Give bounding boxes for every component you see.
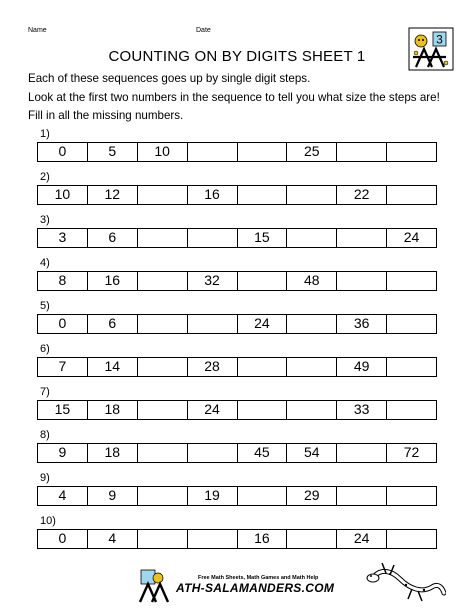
instruction-line: Fill in all the missing numbers. xyxy=(28,109,184,122)
given-number-box: 45 xyxy=(238,444,288,462)
given-number-box: 7 xyxy=(38,358,88,376)
question-number: 2) xyxy=(40,171,50,183)
sequence-row xyxy=(37,443,437,463)
blank-answer-box[interactable] xyxy=(337,143,387,161)
blank-answer-box[interactable] xyxy=(138,487,188,505)
blank-answer-box[interactable] xyxy=(188,143,238,161)
blank-answer-box[interactable] xyxy=(238,143,288,161)
blank-answer-box[interactable] xyxy=(337,229,387,247)
instruction-line: Look at the first two numbers in the sequence to tell you what size the steps are! xyxy=(28,91,440,104)
given-number-box: 8 xyxy=(38,272,88,290)
sequence-row xyxy=(37,228,437,248)
question-number: 8) xyxy=(40,429,50,441)
sequence-row xyxy=(37,529,437,549)
blank-answer-box[interactable] xyxy=(337,444,387,462)
blank-answer-box[interactable] xyxy=(387,143,436,161)
blank-answer-box[interactable] xyxy=(287,315,337,333)
blank-answer-box[interactable] xyxy=(138,272,188,290)
given-number-box: 25 xyxy=(287,143,337,161)
blank-answer-box[interactable] xyxy=(238,272,288,290)
given-number-box: 6 xyxy=(88,229,138,247)
given-number-box: 24 xyxy=(403,229,420,245)
given-number-box: 6 xyxy=(88,315,138,333)
given-number-box: 32 xyxy=(188,272,238,290)
blank-answer-box[interactable] xyxy=(238,186,288,204)
given-number-box: 24 xyxy=(337,530,387,548)
page-title: COUNTING ON BY DIGITS SHEET 1 xyxy=(108,48,366,65)
blank-answer-box[interactable] xyxy=(238,358,288,376)
given-number-box: 0 xyxy=(38,315,88,333)
blank-answer-box[interactable] xyxy=(188,315,238,333)
given-number-box: 48 xyxy=(287,272,337,290)
given-number-box: 15 xyxy=(38,401,88,419)
blank-answer-box[interactable] xyxy=(188,530,238,548)
blank-answer-box[interactable] xyxy=(238,487,288,505)
given-number-box: 18 xyxy=(88,401,138,419)
given-number-box: 19 xyxy=(188,487,238,505)
grade-number: 3 xyxy=(436,32,443,47)
blank-answer-box[interactable] xyxy=(387,358,436,376)
question-number: 7) xyxy=(40,386,50,398)
blank-answer-box[interactable] xyxy=(138,229,188,247)
given-number-box: 16 xyxy=(88,272,138,290)
given-number-box: 24 xyxy=(188,401,238,419)
blank-answer-box[interactable] xyxy=(337,487,387,505)
sequence-row xyxy=(37,142,437,162)
given-number-box: 10 xyxy=(138,143,188,161)
given-number-box: 54 xyxy=(287,444,337,462)
given-number-box: 28 xyxy=(188,358,238,376)
given-number-box: 4 xyxy=(38,487,88,505)
question-number: 1) xyxy=(40,128,50,140)
blank-answer-box[interactable] xyxy=(287,358,337,376)
given-number-box: 10 xyxy=(38,186,88,204)
given-number-box: 0 xyxy=(38,143,88,161)
sequence-row xyxy=(37,314,437,334)
sequence-row xyxy=(37,271,437,291)
blank-answer-box[interactable] xyxy=(287,401,337,419)
given-number-box: 9 xyxy=(38,444,88,462)
given-number-box: 14 xyxy=(88,358,138,376)
question-number: 9) xyxy=(40,472,50,484)
blank-answer-box[interactable] xyxy=(138,401,188,419)
blank-answer-box[interactable] xyxy=(387,401,436,419)
blank-answer-box[interactable] xyxy=(138,358,188,376)
given-number-box: 24 xyxy=(238,315,288,333)
blank-answer-box[interactable] xyxy=(188,444,238,462)
blank-answer-box[interactable] xyxy=(287,530,337,548)
given-number-box: 5 xyxy=(88,143,138,161)
question-number: 10) xyxy=(40,515,56,527)
blank-answer-box[interactable] xyxy=(138,530,188,548)
question-number: 5) xyxy=(40,300,50,312)
question-number: 4) xyxy=(40,257,50,269)
salamander-icon xyxy=(366,553,446,607)
name-label: Name xyxy=(28,27,47,34)
question-number: 6) xyxy=(40,343,50,355)
question-number: 3) xyxy=(40,214,50,226)
sequence-row xyxy=(37,185,437,205)
sequence-row xyxy=(37,357,437,377)
given-number-box: 36 xyxy=(337,315,387,333)
given-number-box: 33 xyxy=(337,401,387,419)
instruction-line: Each of these sequences goes up by single digit steps. xyxy=(28,72,311,85)
given-number-box: 4 xyxy=(88,530,138,548)
blank-answer-box[interactable] xyxy=(387,272,436,290)
date-label: Date xyxy=(196,27,211,34)
given-number-box: 49 xyxy=(337,358,387,376)
blank-answer-box[interactable] xyxy=(138,444,188,462)
given-number-box: 12 xyxy=(88,186,138,204)
given-number-box: 3 xyxy=(38,229,88,247)
sequence-row xyxy=(37,400,437,420)
given-number-box: 29 xyxy=(287,487,337,505)
given-number-box: 15 xyxy=(238,229,288,247)
blank-answer-box[interactable] xyxy=(138,315,188,333)
blank-answer-box[interactable] xyxy=(387,186,436,204)
given-number-box: 72 xyxy=(403,444,420,460)
blank-answer-box[interactable] xyxy=(387,487,436,505)
given-number-box: 18 xyxy=(88,444,138,462)
blank-answer-box[interactable] xyxy=(287,186,337,204)
given-number-box: 16 xyxy=(188,186,238,204)
sequence-row xyxy=(37,486,437,506)
footer-site-link[interactable]: ATH-SALAMANDERS.COM xyxy=(176,581,335,595)
blank-answer-box[interactable] xyxy=(287,229,337,247)
given-number-box: 22 xyxy=(337,186,387,204)
blank-answer-box[interactable] xyxy=(138,186,188,204)
salamander-logo-icon xyxy=(138,568,170,604)
blank-answer-box[interactable] xyxy=(337,272,387,290)
blank-answer-box[interactable] xyxy=(387,315,436,333)
given-number-box: 16 xyxy=(238,530,288,548)
given-number-box: 0 xyxy=(38,530,88,548)
blank-answer-box[interactable] xyxy=(238,401,288,419)
blank-answer-box[interactable] xyxy=(188,229,238,247)
given-number-box: 9 xyxy=(88,487,138,505)
blank-answer-box[interactable] xyxy=(387,530,436,548)
footer-tagline: Free Math Sheets, Math Games and Math Help xyxy=(198,575,319,581)
